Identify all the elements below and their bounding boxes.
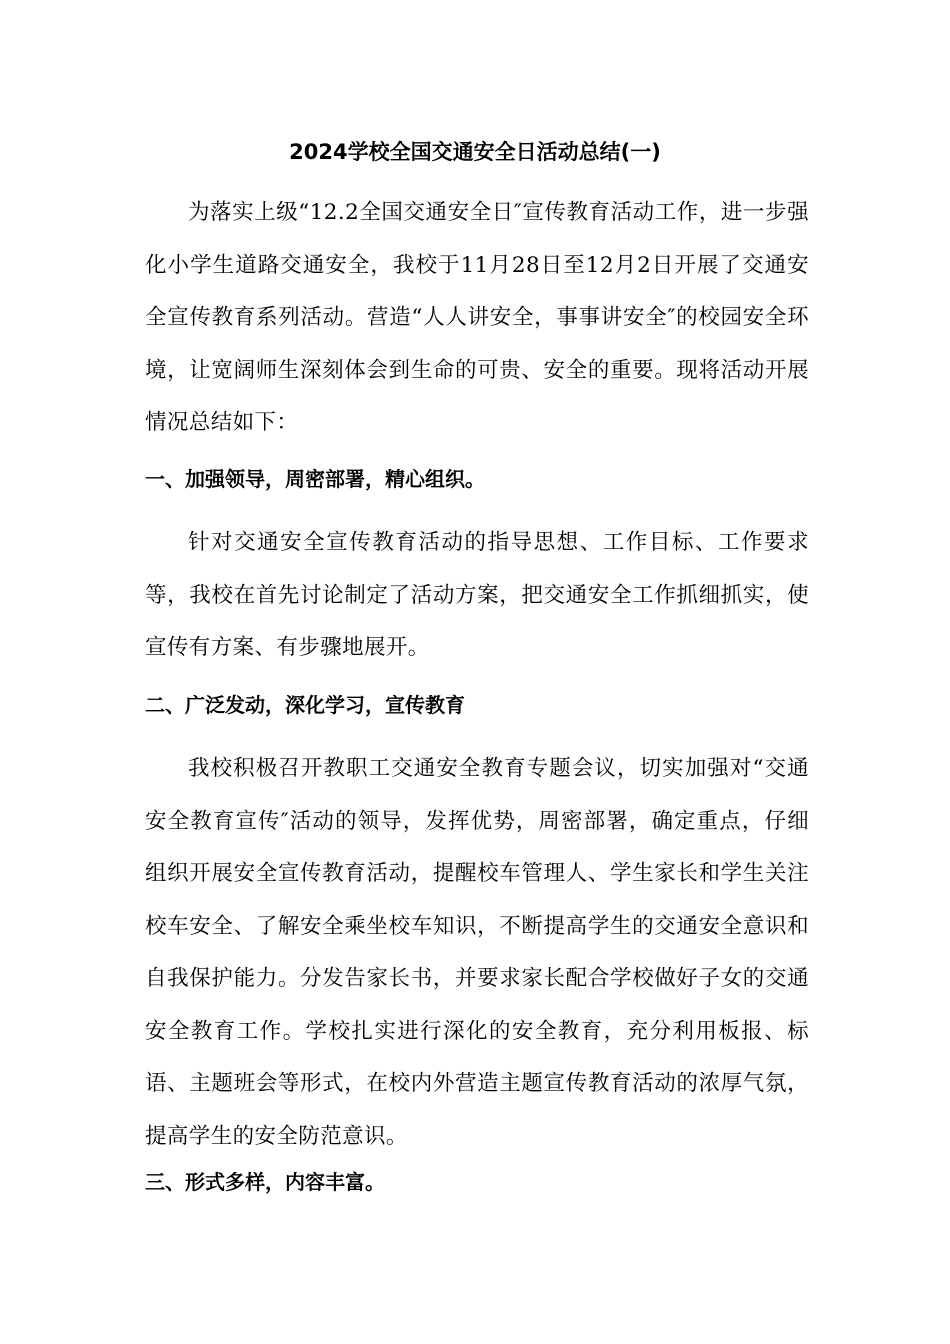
section-2-heading: 二、广泛发动，深化学习，宣传教育 bbox=[145, 693, 465, 717]
section-2-body: 我校积极召开教职工交通安全教育专题会议，切实加强对“交通安全教育宣传″活动的领导，发挥优势，周密部署，确定重点，仔细组织开展安全宣传教育活动，提醒校车管理人、学生家长和学生关注校车安全、了解安全乘坐校车知识，不断提高学生的交通安全意识和自我保护能力。分发告家长书，并要求家长配合学校做好子女的交通安全教育工作。学校扎实进行深化的安全教育，充分利用板报、标语、主题班会等形式，在校内外营造主题宣传教育活动的浓厚气氛，提高学生的安全防范意识。 bbox=[145, 756, 809, 1149]
document-title: 2024学校全国交通安全日活动总结(一) bbox=[289, 140, 661, 164]
section-3-heading: 三、形式多样，内容丰富。 bbox=[145, 1170, 385, 1194]
section-1-body: 针对交通安全宣传教育活动的指导思想、工作目标、工作要求等，我校在首先讨论制定了活动方案，把交通安全工作抓细抓实，使宣传有方案、有步骤地展开。 bbox=[145, 530, 809, 660]
section-1-heading: 一、加强领导，周密部署，精心组织。 bbox=[145, 467, 485, 491]
intro-paragraph: 为落实上级“12.2全国交通安全日″宣传教育活动工作，进一步强化小学生道路交通安全，我校于11月28日至12月2日开展了交通安全宣传教育系列活动。营造“人人讲安全，事事讲安全″的校园安全环境，让宽阔师生深刻体会到生命的可贵、安全的重要。现将活动开展情况总结如下： bbox=[145, 200, 809, 435]
